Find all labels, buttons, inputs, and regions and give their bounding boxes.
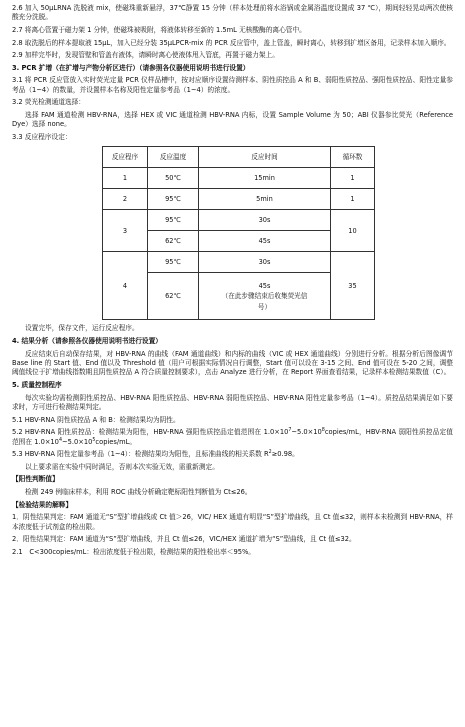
table-cell-temp: 95℃ [148, 189, 199, 210]
after-table-note: 设置完毕，保存文件，运行反应程序。 [25, 324, 139, 333]
section-3-heading: 3. PCR 扩增（在扩增与产物分析区进行）（请参照各仪器使用说明书进行设置） [12, 63, 250, 72]
step-5-2-part: copies/mL。 [95, 437, 137, 446]
table-row [103, 210, 375, 231]
exponent: 7 [288, 427, 292, 433]
exponent: 2 [268, 449, 272, 455]
step-2-9: 2.9 加样完毕时，发现管壁和管盖有液体，请瞬时离心使液体甩入管底，再置于磁力架上。 [12, 51, 279, 60]
step-5-1: 5.1 HBV-RNA 阴性质控品 A 和 B：检测结果均为阴性。 [12, 415, 180, 424]
step-3-2-body: 选择 FAM 通道检测 HBV-RNA，选择 HEX 或 VIC 通道检测 HBV-RNA 内标，设置 Sample Volume 为 50；ABI 仪器参比荧光（Reference Dye）选择 none。 [12, 110, 453, 129]
positive-threshold-heading: 【阳性判断值】 [12, 475, 59, 484]
table-header-cell: 反应时间 [199, 147, 331, 168]
table-cell-cycles: 10 [331, 210, 375, 252]
section-4-heading: 4. 结果分析（请参照各仪器使用说明书进行设置） [12, 336, 162, 345]
table-cell-time [199, 273, 331, 320]
step-2-7: 2.7 将离心管置于磁力架 1 分钟，使磁珠被吸附，将液体转移至新的 1.5mL 无核酸酶的离心管中。 [12, 26, 306, 34]
table-row [103, 168, 375, 189]
step-2-6: 2.6 加入 50μLRNA 洗脱液 mix，使磁珠重新悬浮，37℃静置 15 分钟（样本处理前将水浴锅或金属浴温度设置成 37 ℃），期间轻轻晃动两次使核酸充分洗脱。 [12, 4, 453, 22]
section-5-note: 以上要求需在实验中同时满足，否则本次实验无效，需重新测定。 [25, 462, 219, 471]
section-5-heading: 5. 质量控制程序 [12, 380, 62, 389]
table-cell-time: 30s [199, 210, 331, 231]
result-positive-2-1: 2.1 C<300copies/mL：检出浓度低于检出限，检测结果的阳性检出率＜95%。 [12, 547, 255, 556]
result-interpretation-heading: 【检验结果的解释】 [12, 500, 73, 509]
positive-threshold-body: 检测 249 例临床样本，利用 ROC 曲线分析确定靶标阳性判断值为 Ct≤26。 [25, 487, 252, 496]
step-5-2-part: 5.2 HBV-RNA 阳性质控品：检测结果为阳性，HBV-RNA 强阳性质控品定值范围在 1.0×10 [12, 428, 289, 437]
section-5-body: 每次实验均需检测阴性质控品、HBV-RNA 阳性质控品、HBV-RNA 弱阳性质控品、HBV-RNA 阳性定量参考品（1~4）。质控品结果满足如下要求时，方可进行检测结果判定。 [12, 393, 453, 411]
step-5-3-part: 5.3 HBV-RNA 阳性定量参考品（1~4）：检测结果均为阳性，且标准曲线的相关系数 R [12, 450, 269, 459]
table-row [103, 252, 375, 273]
exponent: 5 [92, 437, 96, 443]
step-5-2-part: ~5.0×10 [62, 437, 93, 446]
table-cell-step: 1 [103, 168, 148, 189]
table-cell-time: 5min [199, 189, 331, 210]
table-cell-cycles: 1 [331, 168, 375, 189]
table-cell-cycles: 35 [331, 252, 375, 320]
table-cell-step: 2 [103, 189, 148, 210]
step-5-3-part: ≥0.98。 [271, 450, 299, 459]
table-row [103, 189, 375, 210]
table-cell-step: 3 [103, 210, 148, 252]
step-5-2-part: ~5.0×10 [291, 428, 322, 437]
table-cell-time-line: 45s [258, 281, 271, 290]
result-positive: 2．阳性结果判定：FAM 通道为“S”型扩增曲线，并且 Ct 值≤26，VIC/HEX 通道扩增为“S”型曲线，且 Ct 值≤32。 [12, 535, 356, 544]
table-header-cell: 循环数 [331, 147, 375, 168]
table-cell-step: 4 [103, 252, 148, 320]
table-cell-temp: 95℃ [148, 210, 199, 231]
step-3-3: 3.3 反应程序设定： [12, 132, 72, 141]
step-3-2: 3.2 荧光检测通道选择： [12, 98, 85, 107]
table-header-cell: 反应温度 [148, 147, 199, 168]
table-header-cell: 反应程序 [103, 147, 148, 168]
table-cell-time: 45s [199, 231, 331, 252]
reaction-program-table [102, 146, 375, 320]
section-4-body: 反应结束后自动保存结果，对 HBV-RNA 的曲线（FAM 通道曲线）和内标的曲线（VIC 或 HEX 通道曲线）分别进行分析。根据分析后图像调节 Base line 的 Start 值、End 值以及 Threshold 值（用户可根据实际情况自行调整，Start 值可以设在 3-15 之间、End 值可设在 5-20 之间，调整阈值线位于扩增曲线指数期且阴性质控品 A 符合质量控制要求），点击 Analyze 进行分析，在 Report 界面查看结果，记录样本检测结果数值（C）。 [12, 349, 453, 377]
result-negative: 1．阴性结果判定：FAM 通道无“S”型扩增曲线或 Ct 值＞26，VIC/ HEX 通道有明显“S”型扩增曲线，且 Ct 值≤32，则样本未检测到 HBV-RNA，样本浓度低于试剂盒的检出限。 [12, 513, 453, 531]
step-5-3 [12, 450, 453, 459]
table-cell-time: 30s [199, 252, 331, 273]
table-cell-temp: 95℃ [148, 252, 199, 273]
table-cell-time: 15min [199, 168, 331, 189]
table-cell-time-line: 号） [257, 302, 272, 311]
step-5-2 [12, 428, 453, 447]
exponent: 8 [321, 427, 325, 433]
step-3-1: 3.1 将 PCR 反应管放入实时荧光定量 PCR 仪样品槽中，按对应顺序设置待测样本、阴性质控品 A 和 B、弱阳性质控品、强阳性质控品、阳性定量参考品（1~4）的数量，并设置样本名称及阳性定量参考品（1~4）的浓度。 [12, 76, 453, 94]
step-2-8: 2.8 取洗脱后的样本提取液 15μL，加入已经分装 35μLPCR-mix 的 PCR 反应管中，盖上管盖，瞬时离心，转移到扩增区备用，记录样本加入顺序。 [12, 38, 451, 47]
table-header-row [103, 147, 375, 168]
table-cell-cycles: 1 [331, 189, 375, 210]
table-cell-temp: 62℃ [148, 273, 199, 320]
table-cell-time-line: （在此步骤结束后收集荧光信 [221, 292, 308, 301]
step-5-2-part: copies/mL，HBV-RNA 弱阳性质控品定值范围在 1.0×10 [12, 428, 453, 446]
table-cell-temp: 50℃ [148, 168, 199, 189]
exponent: 4 [58, 437, 62, 443]
table-cell-temp: 62℃ [148, 231, 199, 252]
